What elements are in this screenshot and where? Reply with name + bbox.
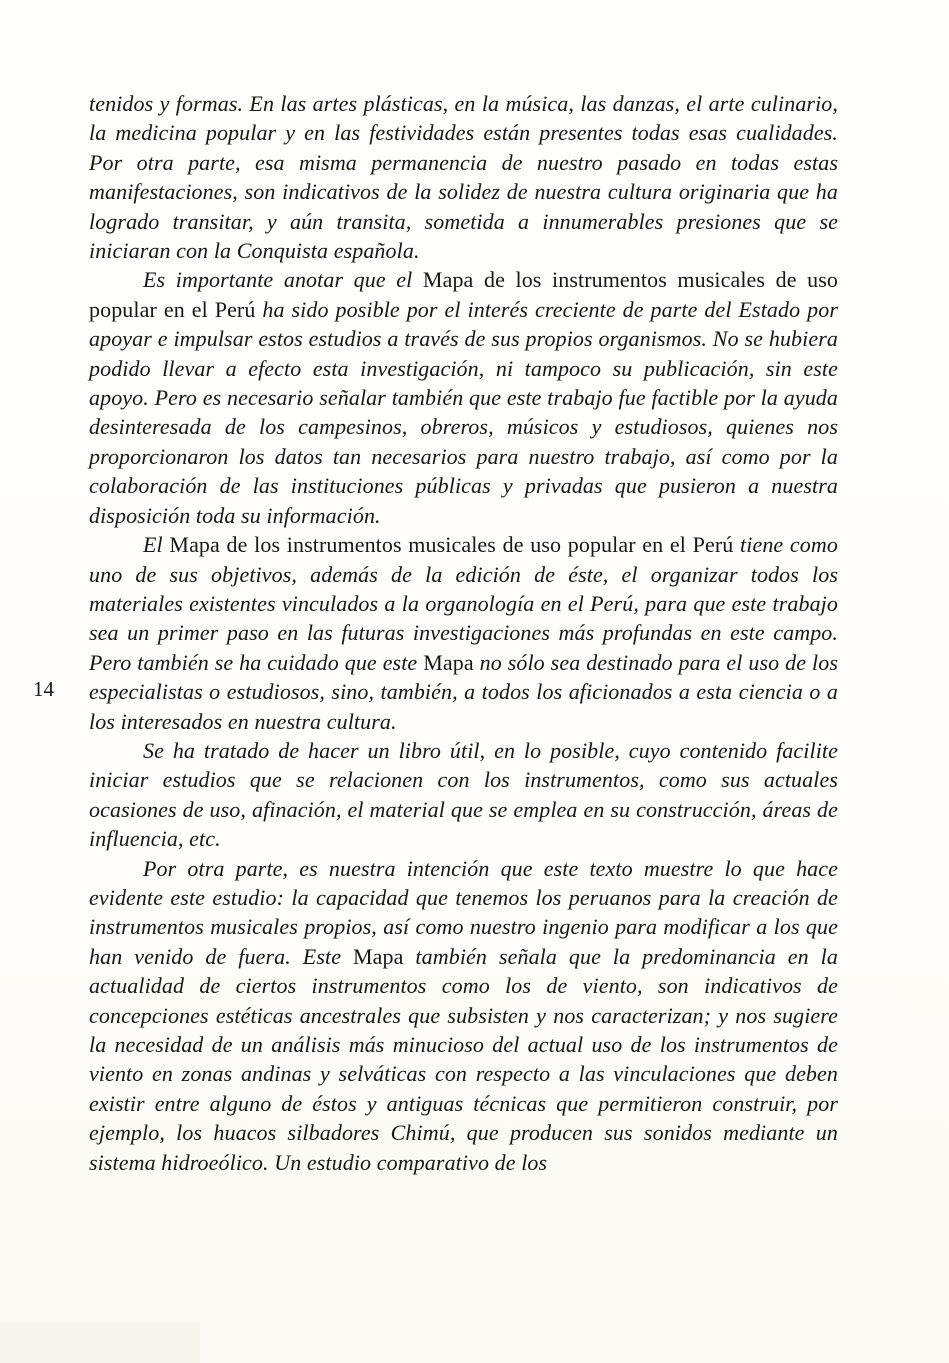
text-segment: El — [143, 532, 170, 558]
page-number: 14 — [33, 677, 54, 701]
scan-shadow — [0, 1322, 200, 1363]
text-segment: Se ha tratado de hacer un libro útil, en lo posible, cuyo contenido facilite iniciar estudios que se relacionen con los instrumentos, como sus actuales ocasiones de uso, afinación, el material que se emplea en su construcción, áreas de influencia, etc. — [89, 737, 838, 852]
paragraph-3 — [89, 530, 838, 736]
book-title: Mapa de los instrumentos musicales de uso popular en el Perú — [169, 532, 734, 558]
paragraph-5 — [89, 854, 838, 1177]
paragraph-2 — [89, 265, 838, 530]
paragraph-1 — [89, 89, 838, 265]
text-segment: Por otra parte, es nuestra intención que este texto muestre lo que hace evidente este estudio: la capacidad que tenemos los peruanos para la creación de instrumentos musicales propios, así como nuestro ingenio para modificar a los que han venido de fuera. Este — [89, 855, 838, 969]
body-text — [89, 89, 838, 1177]
text-segment: ha sido posible por el interés creciente de parte del Estado por apoyar e impulsar estos estudios a través de sus propios organismos. No se hubiera podido llevar a efecto esta investigación, ni tampoco su publicación, sin este apoyo. Pero es necesario señalar también que este trabajo fue factible por la ayuda desinteresada de los campesinos, obreros, músicos y estudiosos, quienes nos proporcionaron los datos tan necesarios para nuestro trabajo, así como por la colaboración de las instituciones públicas y privadas que pusieron a nuestra disposición toda su información. — [89, 296, 838, 528]
book-title: Mapa — [423, 649, 474, 675]
text-segment: Es importante anotar que el — [143, 267, 423, 293]
text-segment: tenidos y formas. En las artes plásticas, en la música, las danzas, el arte culinario, la medicina popular y en las festividades están presentes todas esas cualidades. Por otra parte, esa misma permanencia de nuestro pasado en todas estas manifestaciones, son indicativos de la solidez de nuestra cultura originaria que ha logrado transitar, y aún transita, sometida a innumerables presiones que se iniciaran con la Conquista española. — [89, 91, 838, 264]
paragraph-4 — [89, 736, 838, 854]
text-segment: no sólo sea destinado para el uso de los especialistas o estudiosos, sino, también, a todos los aficionados a esta ciencia o a los interesados en nuestra cultura. — [89, 649, 838, 734]
book-title: Mapa de los instrumentos musicales de uso popular en el Perú — [89, 267, 838, 322]
text-segment: también señala que la predominancia en la actualidad de ciertos instrumentos como los de viento, son indicativos de concepciones estéticas ancestrales que subsisten y nos caracterizan; y nos sugiere la necesidad de un análisis más minucioso del actual uso de los instrumentos de viento en zonas andinas y selváticas con respecto a las vinculaciones que deben existir entre alguno de éstos y antiguas técnicas que permitieron construir, por ejemplo, los huacos silbadores Chimú, que producen sus sonidos mediante un sistema hidroeólico. Un estudio comparativo de los — [89, 943, 838, 1175]
book-title: Mapa — [353, 943, 404, 969]
text-segment: tiene como uno de sus objetivos, además de la edición de éste, el organizar todos los materiales existentes vinculados a la organología en el Perú, para que este trabajo sea un primer paso en las futuras investigaciones más profundas en este campo. Pero también se ha cuidado que este — [89, 532, 838, 675]
